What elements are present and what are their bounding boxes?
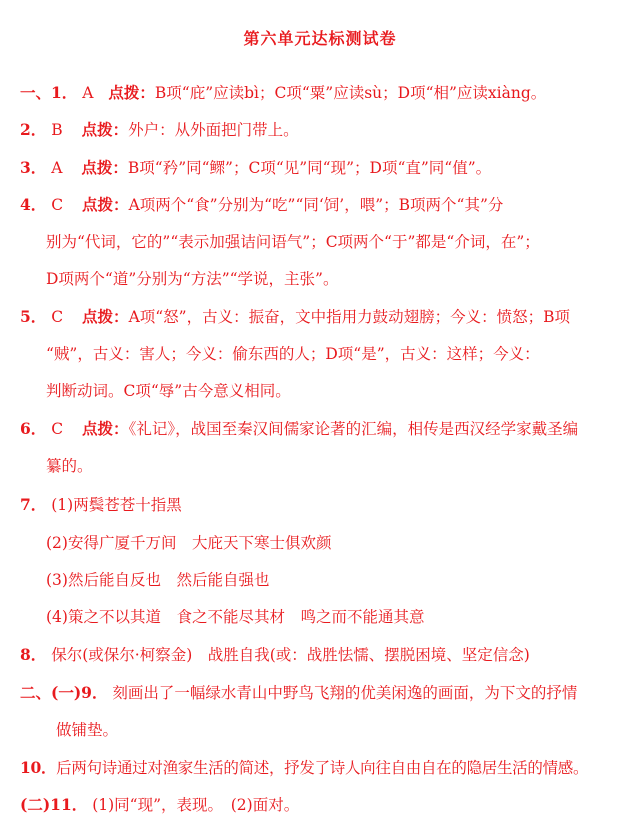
answer-continuation: 纂的。 — [46, 457, 93, 475]
answer-continuation: (2)安得广厦千万间 大庇天下寒士俱欢颜 — [46, 534, 332, 552]
hint-label: 点拨： — [82, 307, 129, 326]
answer-choice: C — [51, 420, 64, 438]
answer-text: B项“庇”应读bì；C项“粟”应读sù；D项“相”应读xiàng。 — [154, 84, 547, 102]
answer-line-6 — [20, 418, 626, 440]
answer-continuation: (4)策之不以其道 食之不能尽其材 鸣之而不能通其意 — [46, 608, 425, 626]
question-number: 4． — [20, 195, 47, 214]
question-number: 3． — [20, 158, 47, 177]
answer-continuation: D项两个“道”分别为“方法”“学说，主张”。 — [46, 270, 339, 288]
answer-choice: B — [51, 121, 63, 139]
hint-label: 点拨： — [82, 195, 129, 214]
answer-text: 后两句诗通过对渔家生活的简述，抒发了诗人向往自由自在的隐居生活的情感。 — [56, 759, 589, 777]
question-number: 8． — [20, 645, 47, 664]
answer-line-10 — [20, 757, 626, 779]
hint-label: 点拨： — [81, 158, 128, 177]
hint-label: 点拨： — [81, 120, 129, 139]
answer-line-11 — [20, 794, 626, 816]
answer-text: 《礼记》，战国至秦汉间儒家论著的汇编，相传是西汉经学家戴圣编 — [128, 420, 579, 438]
answer-text: (1)同“现”，表现。 (2)面对。 — [92, 796, 300, 814]
answer-text: 外户：从外面把门带上。 — [128, 121, 299, 139]
answer-text: 刻画出了一幅绿水青山中野鸟飞翔的优美闲逸的画面，为下文的抒情 — [112, 684, 578, 702]
answer-line-1 — [20, 82, 626, 104]
question-number: 2． — [20, 120, 47, 139]
question-number: 一、1． — [20, 83, 78, 102]
answer-choice: A — [82, 84, 94, 102]
answer-line-4 — [20, 194, 626, 216]
answer-line-2 — [20, 119, 626, 141]
question-number: 6． — [20, 419, 47, 438]
answer-text: A项两个“食”分别为“吃”“同‘饲’，喂”；B项两个“其”分 — [128, 196, 504, 214]
answer-line-9 — [20, 682, 626, 704]
answer-choice: C — [51, 308, 64, 326]
answer-continuation: 做铺垫。 — [56, 721, 119, 739]
question-number: 5． — [20, 307, 47, 326]
answer-choice: A — [51, 159, 63, 177]
answer-continuation: 判断动词。C项“辱”古今意义相同。 — [46, 382, 291, 400]
answer-continuation: 别为“代词，它的”“表示加强诘问语气”；C项两个“于”都是“介词，在”； — [46, 233, 540, 251]
answer-choice: C — [51, 196, 64, 214]
answer-line-8 — [20, 644, 626, 666]
answer-line-3 — [20, 157, 626, 179]
question-number: 二、(一)9． — [20, 683, 108, 702]
hint-label: 点拨： — [108, 83, 155, 102]
answer-text: B项“矜”同“鳏”；C项“见”同“现”；D项“直”同“值”。 — [127, 159, 492, 177]
page-title: 第六单元达标测试卷 — [243, 29, 397, 48]
question-number: 7． — [20, 495, 47, 514]
answer-line-5 — [20, 306, 626, 328]
hint-label: 点拨： — [82, 419, 129, 438]
answer-continuation: (3)然后能自反也 然后能自强也 — [46, 571, 270, 589]
question-number: (二)11． — [20, 795, 88, 814]
answer-text: A项“怒”，古义：振奋，文中指用力鼓动翅膀；今义：愤怒；B项 — [128, 308, 570, 326]
answer-text: 保尔(或保尔·柯察金) 战胜自我(或：战胜怯懦、摆脱困境、坚定信念) — [51, 646, 530, 664]
answer-continuation: “贼”，古义：害人；今义：偷东西的人；D项“是”，古义：这样；今义： — [46, 345, 540, 363]
question-number: 10． — [20, 758, 57, 777]
answer-text: (1)两鬓苍苍十指黑 — [51, 496, 182, 514]
answer-line-7 — [20, 494, 626, 516]
